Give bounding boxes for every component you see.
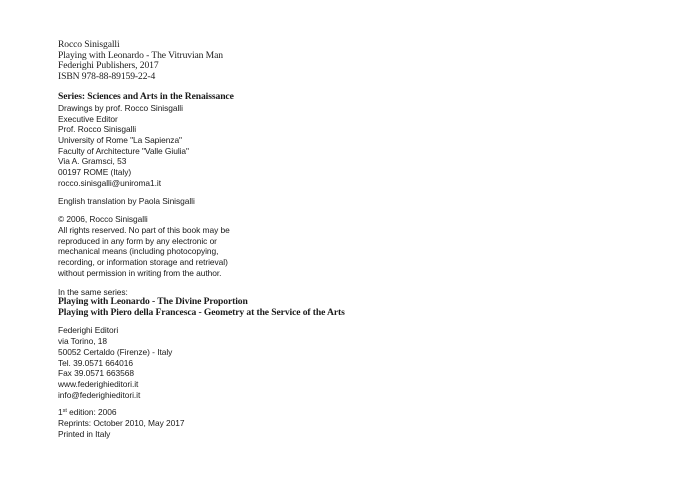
copyright-line: recording, or information storage and retrieval) <box>58 257 228 268</box>
series-email: rocco.sinisgalli@uniroma1.it <box>58 177 161 188</box>
same-series-heading: In the same series: <box>58 286 128 297</box>
reprints: Reprints: October 2010, May 2017 <box>58 418 185 429</box>
series-line: 00197 ROME (Italy) <box>58 167 132 178</box>
publisher-line: 50052 Certaldo (Firenze) - Italy <box>58 346 173 357</box>
printed-in: Printed in Italy <box>58 428 111 439</box>
same-series-title: Playing with Piero della Francesca - Geometry at the Service of the Arts <box>58 306 345 318</box>
copyright-line: mechanical means (including photocopying, <box>58 246 219 257</box>
book-info <box>58 40 658 82</box>
series-line: Drawings by prof. Rocco Sinisgalli <box>58 102 183 113</box>
series-line: Executive Editor <box>58 113 118 124</box>
copyright-notice <box>58 214 658 278</box>
first-edition: 1st edition: 2006 <box>58 407 117 418</box>
copyright-line: © 2006, Rocco Sinisgalli <box>58 214 148 225</box>
series-line: Faculty of Architecture "Valle Giulia" <box>58 145 189 156</box>
series-line: Via A. Gramsci, 53 <box>58 156 127 167</box>
isbn: ISBN 978-88-89159-22-4 <box>58 70 156 82</box>
publisher-line: Fax 39.0571 663568 <box>58 368 134 379</box>
copyright-line: without permission in writing from the author. <box>58 267 222 278</box>
same-series-title: Playing with Leonardo - The Divine Proportion <box>58 296 248 308</box>
same-series-list <box>58 297 658 318</box>
series-details <box>58 103 658 189</box>
copyright-line: All rights reserved. No part of this book may be <box>58 225 230 235</box>
copyright-page <box>58 40 658 439</box>
translation-credit: English translation by Paola Sinisgalli <box>58 195 195 206</box>
edition-info <box>58 407 658 439</box>
series-line: Prof. Rocco Sinisgalli <box>58 124 137 135</box>
publisher-email: info@federighieditori.it <box>58 389 141 400</box>
series-line: University of Rome "La Sapienza" <box>58 135 182 146</box>
publisher-line: via Torino, 18 <box>58 336 107 347</box>
publisher-website: www.federighieditori.it <box>58 378 139 389</box>
publisher-line: Tel. 39.0571 664016 <box>58 357 133 368</box>
publisher-info <box>58 325 658 400</box>
publisher-line: Federighi Editori <box>58 325 119 336</box>
author-name: Rocco Sinisgalli <box>58 39 120 50</box>
book-title: Playing with Leonardo - The Vitruvian Man <box>58 49 223 61</box>
series-heading: Series: Sciences and Arts in the Renaissance <box>58 91 234 103</box>
publisher-year: Federighi Publishers, 2017 <box>58 60 159 72</box>
copyright-line: reproduced in any form by any electronic or <box>58 235 217 246</box>
